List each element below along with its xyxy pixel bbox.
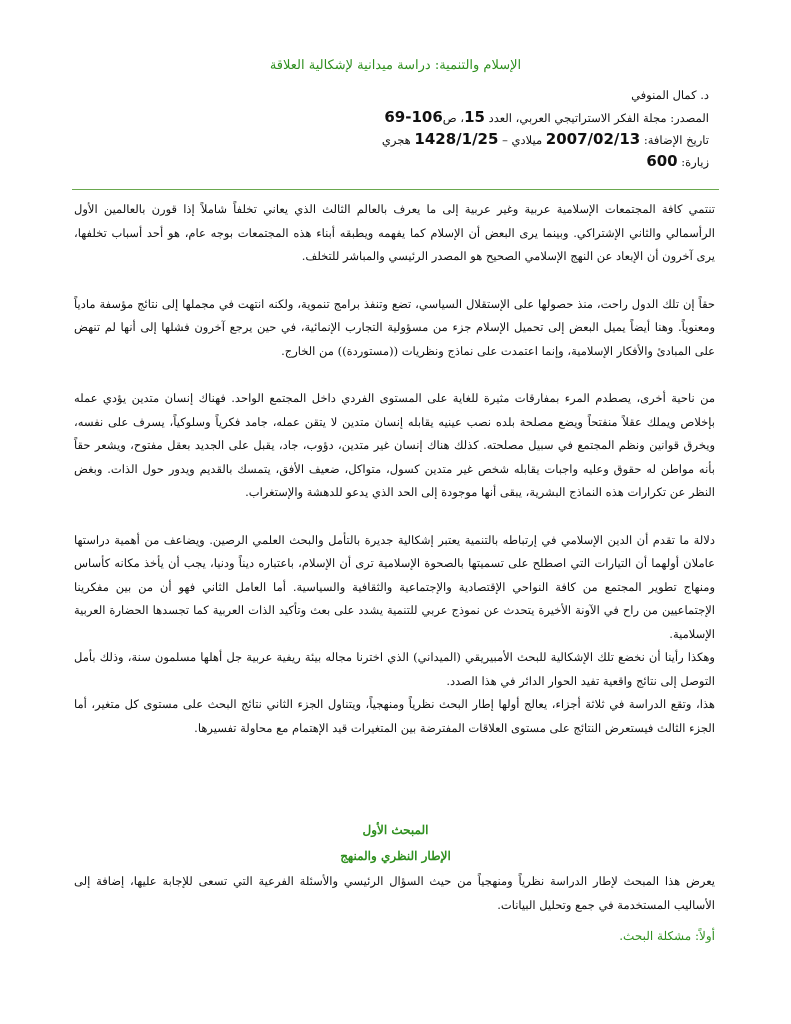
issue-number: 15: [464, 108, 485, 126]
date-gregorian: 2007/02/13: [545, 130, 641, 148]
author-line: [80, 84, 709, 106]
paragraph-2: حقاً إن تلك الدول راحت، منذ حصولها على الإستقلال السياسي، تضع وتنفذ برامج تنموية، ولكنه انتهت في مجملها إلى نتائج مؤسفة مادياً ومعنوياً. وهنا أيضاً يميل البعض إلى تحميل الإسلام جزء من مسؤولية التجارب الإنمائية، في حين يرجع آخرون فشلها إلى أنها لم تنهض على المبادئ والأفكار الإسلامية، وإنما اعتمدت على نماذج ونظريات ((مستوردة)) من الخارج.: [74, 296, 715, 358]
visits-count: 600: [646, 152, 678, 170]
paragraph-5: وهكذا رأينا أن نخضع تلك الإشكالية للبحث الأمبيريقي (الميداني) الذي اخترنا مجاله بيئة ريفية عربية جل أهلها مسلمون سنة، وذلك بأمل التوصل إلى نتائج واقعية تفيد الحوار الدائر في هذا الصدد.: [74, 650, 715, 688]
article-title: الإسلام والتنمية: دراسة ميدانية لإشكالية العلاقة: [269, 58, 522, 73]
article-meta: [80, 84, 709, 172]
source-line: [80, 106, 709, 128]
section-intro: يعرض هذا المبحث لإطار الدراسة نظرياً ومنهجياً من حيث السؤال الرئيسي والأسئلة الفرعية التي تسعى للإجابة عليها، إضافة إلى الأساليب المستخدمة في جمع وتحليل البيانات.: [74, 874, 715, 912]
subsection-heading: أولاً: مشكلة البحث.: [619, 929, 715, 943]
source-label: المصدر: مجلة الفكر الاستراتيجي العربي، العدد: [484, 111, 709, 125]
paragraph-3: من ناحية أخرى، يصطدم المرء بمفارقات مثيرة للغاية على المستوى الفردي داخل المجتمع الواحد. فهناك إنسان متدين يؤدي عمله بإخلاص ويملك عقلاً منفتحاً ويضع مصلحة بلده نصب عينيه يقابله إنسان متدين لا يتقن عمله، جامد فكرياً وسلوكياً، يسرف على نفسه، ويخرق قوانين ونظم المجتمع في سبيل مصلحته. كذلك هناك إنسان غير متدين، دؤوب، جاد، يقبل على الجديد بعقل مفتوح، ويشعر حقاً بأنه مواطن له حقوق وعليه واجبات يقابله شخص غير متدين كسول، متواكل، ضعيف الأفق، يتمسك بالقديم ويدور حول الذات. وبغض النظر عن تكرارات هذه النماذج البشرية، يبقى أنها موجودة إلى الحد الذي يدعو للدهشة والإستغراب.: [74, 391, 716, 499]
section-heading: المبحث الأول: [362, 823, 429, 837]
author-name: د. كمال المنوفي: [631, 88, 709, 102]
visits-line: [80, 150, 709, 172]
article-body: [74, 198, 715, 740]
section-subtitle: الإطار النظري والمنهج: [340, 849, 451, 863]
gregorian-word: ميلادي –: [498, 133, 546, 147]
header-divider: [72, 189, 719, 190]
date-line: [80, 128, 709, 150]
paragraph-4: دلالة ما تقدم أن الدين الإسلامي في إرتباطه بالتنمية يعتبر إشكالية جديرة بالتأمل والبحث العلمي الرصين. ويضاعف من أهمية دراستها عاملان أولهما أن التيارات التي اصطلح على تسميتها بالصحوة الإسلامية ترى أن الإسلام، باعتباره ديناً ودنيا، يجب أن يأخذ مكانه كأساس ومنهاج تطوير المجتمع من كافة النواحي الإقتصادية والإجتماعية والثقافية والسياسية. أما العامل الثاني فهو أن من بين مفكرينا الإجتماعيين من راح في الآونة الأخيرة يتحدث عن نموذج عربي للتنمية يشدد على بعث وتأكيد الذات العربية كما تجسدها الحضارة العربية الإسلامية.: [74, 532, 715, 641]
page-range: 69-106: [384, 108, 443, 126]
visits-label: زيارة:: [677, 155, 709, 169]
date-hijri: 1428/1/25: [414, 130, 499, 148]
hijri-word: هجري: [381, 133, 415, 147]
paragraph-6: هذا، وتقع الدراسة في ثلاثة أجزاء، يعالج أولها إطار البحث نظرياً ومنهجياً، ويتناول الجزء الثاني نتائج البحث على مستوى كل متغير، أما الجزء الثالث فيستعرض النتائج على مستوى العلاقات المفترضة بين المتغيرات قيد الإهتمام مع محاولة تفسيرها.: [74, 697, 715, 735]
date-label: تاريخ الإضافة:: [640, 133, 709, 147]
paragraph-1: تنتمي كافة المجتمعات الإسلامية عربية وغير عربية إلى ما يعرف بالعالم الثالث الذي يعاني تخلفاً شاملاً إذا قورن بالعالمين الأول الرأسمالي والثاني الإشتراكي. وبينما يرى البعض أن الإسلام كما يفهمه ويطبقه أبناء هذه المجتمعات بوجه عام، هو أحد أسباب تخلفها، يرى آخرون أن الإبعاد عن النهج الإسلامي الصحيح هو المصدر الرئيسي والمباشر للتخلف.: [74, 202, 715, 263]
pages-prefix: ، ص: [442, 111, 465, 125]
